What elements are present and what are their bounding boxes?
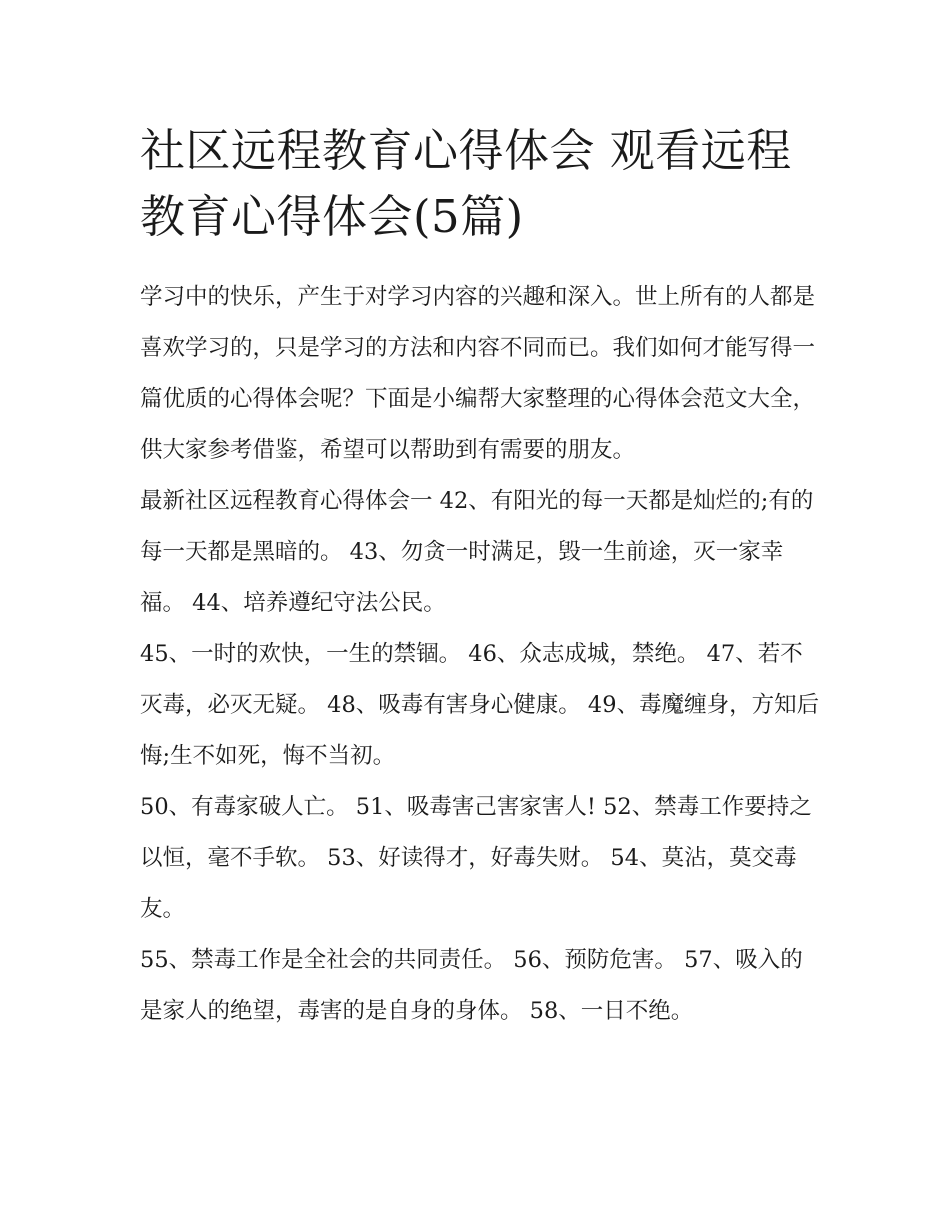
intro-paragraph: 学习中的快乐，产生于对学习内容的兴趣和深入。世上所有的人都是喜欢学习的，只是学习的方法和内容不同而已。我们如何才能写得一篇优质的心得体会呢？下面是小编帮大家整理的心得体会范文大全，供大家参考借鉴，希望可以帮助到有需要的朋友。	[140, 284, 816, 463]
body-paragraph-1: 最新社区远程教育心得体会一 42、有阳光的每一天都是灿烂的;有的每一天都是黑暗的。 43、勿贪一时满足，毁一生前途，灭一家幸福。 44、培养遵纪守法公民。	[140, 488, 814, 616]
body-paragraph-2: 45、一时的欢快，一生的禁锢。 46、众志成城，禁绝。 47、若不灭毒，必灭无疑。 48、吸毒有害身心健康。 49、毒魔缠身，方知后悔;生不如死，悔不当初。	[140, 641, 820, 769]
document-page	[140, 118, 820, 1037]
body-paragraph-3: 50、有毒家破人亡。 51、吸毒害己害家害人! 52、禁毒工作要持之以恒，毫不手软。 53、好读得才，好毒失财。 54、莫沾，莫交毒友。	[140, 794, 812, 922]
document-title: 社区远程教育心得体会 观看远程教育心得体会(5篇)	[140, 124, 792, 243]
body-paragraph-4: 55、禁毒工作是全社会的共同责任。 56、预防危害。 57、吸入的是家人的绝望，毒害的是自身的身体。 58、一日不绝。	[140, 947, 803, 1024]
